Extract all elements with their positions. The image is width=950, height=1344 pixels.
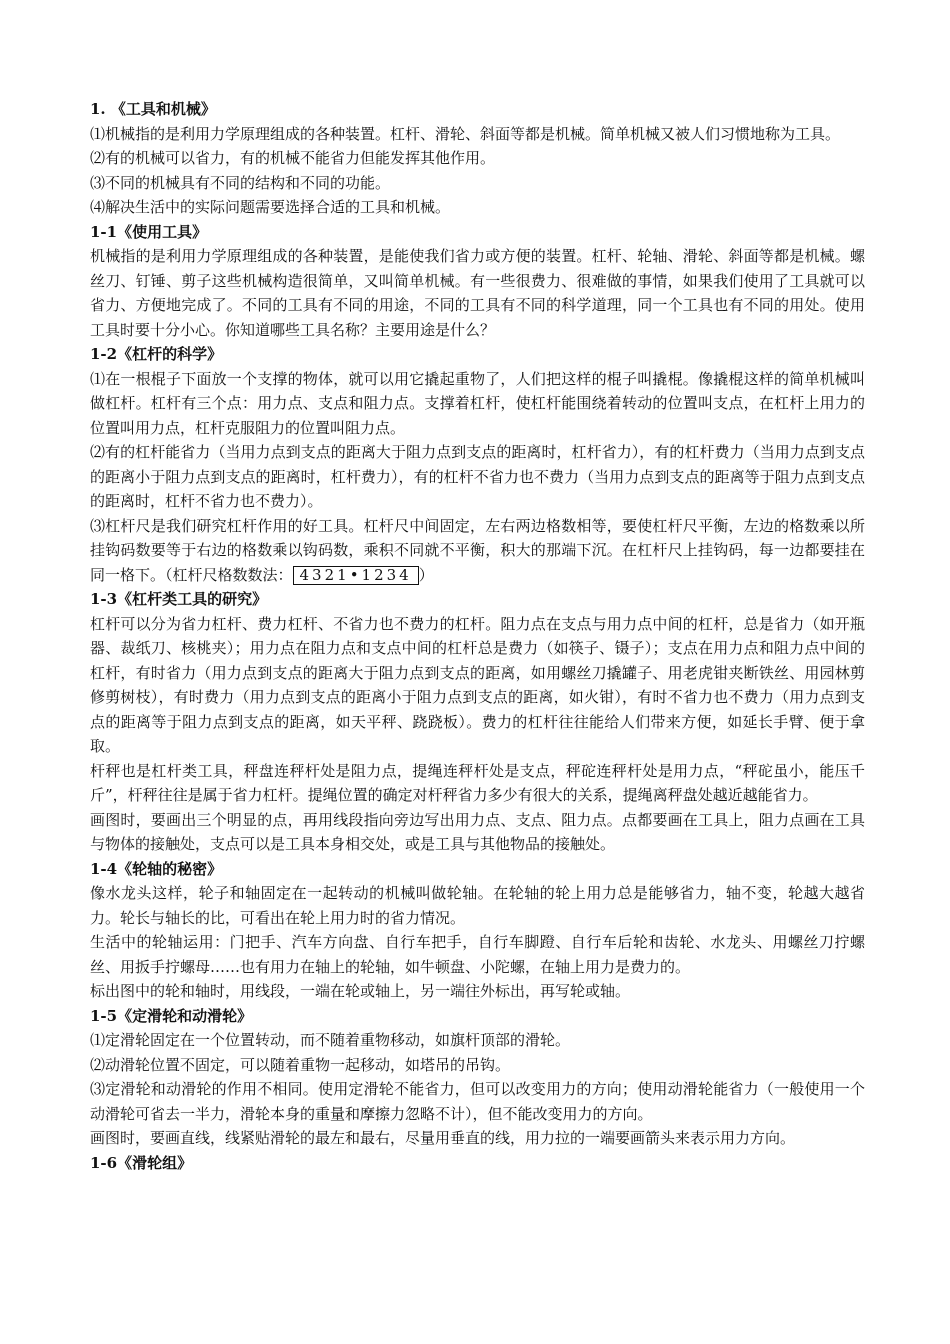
paragraph: ⑵有的杠杆能省力（当用力点到支点的距离大于阻力点到支点的距离时，杠杆省力），有的杠杆费力（当用力点到支点的距离小于阻力点到支点的距离时，杠杆费力），有的杠杆不省力也不费力（当用力点到支点的距离等于阻力点到支点的距离时，杠杆不省力也不费力）。 [90,443,865,510]
paragraph-text: ⑶杠杆尺是我们研究杠杆作用的好工具。杠杆尺中间固定，左右两边格数相等，要使杠杆尺平衡，左边的格数乘以所挂钩码数要等于右边的格数乘以钩码数，乘积不同就不平衡，积大的那端下沉。在杠杆尺上挂钩码，每一边都要挂在同一格下。（杠杆尺格数数法： [90,516,865,584]
section-title-lever-tools: 1-3《杠杆类工具的研究》 [90,590,268,608]
section-title-using-tools: 1-1《使用工具》 [90,222,208,241]
paragraph: ⑵有的机械可以省力，有的机械不能省力但能发挥其他作用。 [90,149,496,167]
paragraph: 生活中的轮轴运用：门把手、汽车方向盘、自行车把手，自行车脚蹬、自行车后轮和齿轮、水龙头、用螺丝刀拧螺丝、用扳手拧螺母……也有用力在轴上的轮轴，如牛顿盘、小陀螺，在轴上用力是费力的。 [90,933,865,976]
lever-scale-box: 4321•1234 [293,566,419,585]
paragraph: 标出图中的轮和轴时，用线段，一端在轮或轴上，另一端往外标出，再写轮或轴。 [90,982,631,1000]
paragraph: ⑴机械指的是利用力学原理组成的各种装置。杠杆、滑轮、斜面等都是机械。简单机械又被人们习惯地称为工具。 [90,124,841,143]
paragraph: 画图时，要画直线，线紧贴滑轮的最左和最右，尽量用垂直的线，用力拉的一端要画箭头来表示用力方向。 [90,1129,796,1147]
paragraph: ⑴定滑轮固定在一个位置转动，而不随着重物移动，如旗杆顶部的滑轮。 [90,1031,571,1049]
paragraph [90,514,865,588]
paragraph: ⑴在一根棍子下面放一个支撑的物体，就可以用它撬起重物了，人们把这样的棍子叫撬棍。像撬棍这样的简单机械叫做杠杆。杠杆有三个点：用力点、支点和阻力点。支撑着杠杆，使杠杆能围绕着转动的位置叫支点，在杠杆上用力的位置叫用力点，杠杆克服阻力的位置叫阻力点。 [90,369,865,437]
paragraph: 机械指的是利用力学原理组成的各种装置，是能使我们省力或方便的装置。杠杆、轮轴、滑轮、斜面等都是机械。螺丝刀、钉锤、剪子这些机械构造很简单，又叫简单机械。有一些很费力、很难做的事情，如果我们使用了工具就可以省力、方便地完成了。不同的工具有不同的用途，不同的工具有不同的科学道理，同一个工具也有不同的用处。使用工具时要十分小心。你知道哪些工具名称？主要用途是什么？ [90,247,865,339]
section-title-pulleys: 1-5《定滑轮和动滑轮》 [90,1006,253,1025]
paragraph-end: ） [418,565,434,584]
paragraph: ⑵动滑轮位置不固定，可以随着重物一起移动，如塔吊的吊钩。 [90,1055,511,1074]
paragraph: ⑷解决生活中的实际问题需要选择合适的工具和机械。 [90,198,451,216]
paragraph: 杠杆可以分为省力杠杆、费力杠杆、不省力也不费力的杠杆。阻力点在支点与用力点中间的杠杆，总是省力（如开瓶器、裁纸刀、核桃夹）；用力点在阻力点和支点中间的杠杆总是费力（如筷子、镊子）；支点在用力点和阻力点中间的杠杆，有时省力（用力点到支点的距离大于阻力点到支点的距离，如用螺丝刀撬罐子、用老虎钳夹断铁丝、用园林剪修剪树枝），有时费力（用力点到支点的距离小于阻力点到支点的距离，如火钳），有时不省力也不费力（用力点到支点的距离等于阻力点到支点的距离，如天平秤、跷跷板）。费力的杠杆往往能给人们带来方便，如延长手臂、便于拿取。 [90,614,865,755]
section-title-lever-science: 1-2《杠杆的科学》 [90,345,223,363]
document-page [90,97,865,1175]
section-title-wheel-axle: 1-4《轮轴的秘密》 [90,859,223,878]
paragraph: 像水龙头这样，轮子和轴固定在一起转动的机械叫做轮轴。在轮轴的轮上用力总是能够省力，轴不变，轮越大越省力。轮长与轴长的比，可看出在轮上用力时的省力情况。 [90,884,865,927]
paragraph: 画图时，要画出三个明显的点，再用线段指向旁边写出用力点、支点、阻力点。点都要画在工具上，阻力点画在工具与物体的接触处，支点可以是工具本身相交处，或是工具与其他物品的接触处。 [90,810,865,853]
paragraph: ⑶不同的机械具有不同的结构和不同的功能。 [90,173,391,192]
paragraph: ⑶定滑轮和动滑轮的作用不相同。使用定滑轮不能省力，但可以改变用力的方向；使用动滑轮能省力（一般使用一个动滑轮可省去一半力，滑轮本身的重量和摩擦力忽略不计），但不能改变用力的方向。 [90,1080,865,1123]
section-title-tools-and-machines: 1. 《工具和机械》 [90,100,216,118]
section-title-pulley-block: 1-6《滑轮组》 [90,1153,193,1172]
paragraph: 杆秤也是杠杆类工具，秤盘连秤杆处是阻力点，提绳连秤杆处是支点，秤砣连秤杆处是用力点，“秤砣虽小，能压千斤”，杆秤往往是属于省力杠杆。提绳位置的确定对杆秤省力多少有很大的关系，提绳离秤盘处越近越能省力。 [90,761,865,804]
